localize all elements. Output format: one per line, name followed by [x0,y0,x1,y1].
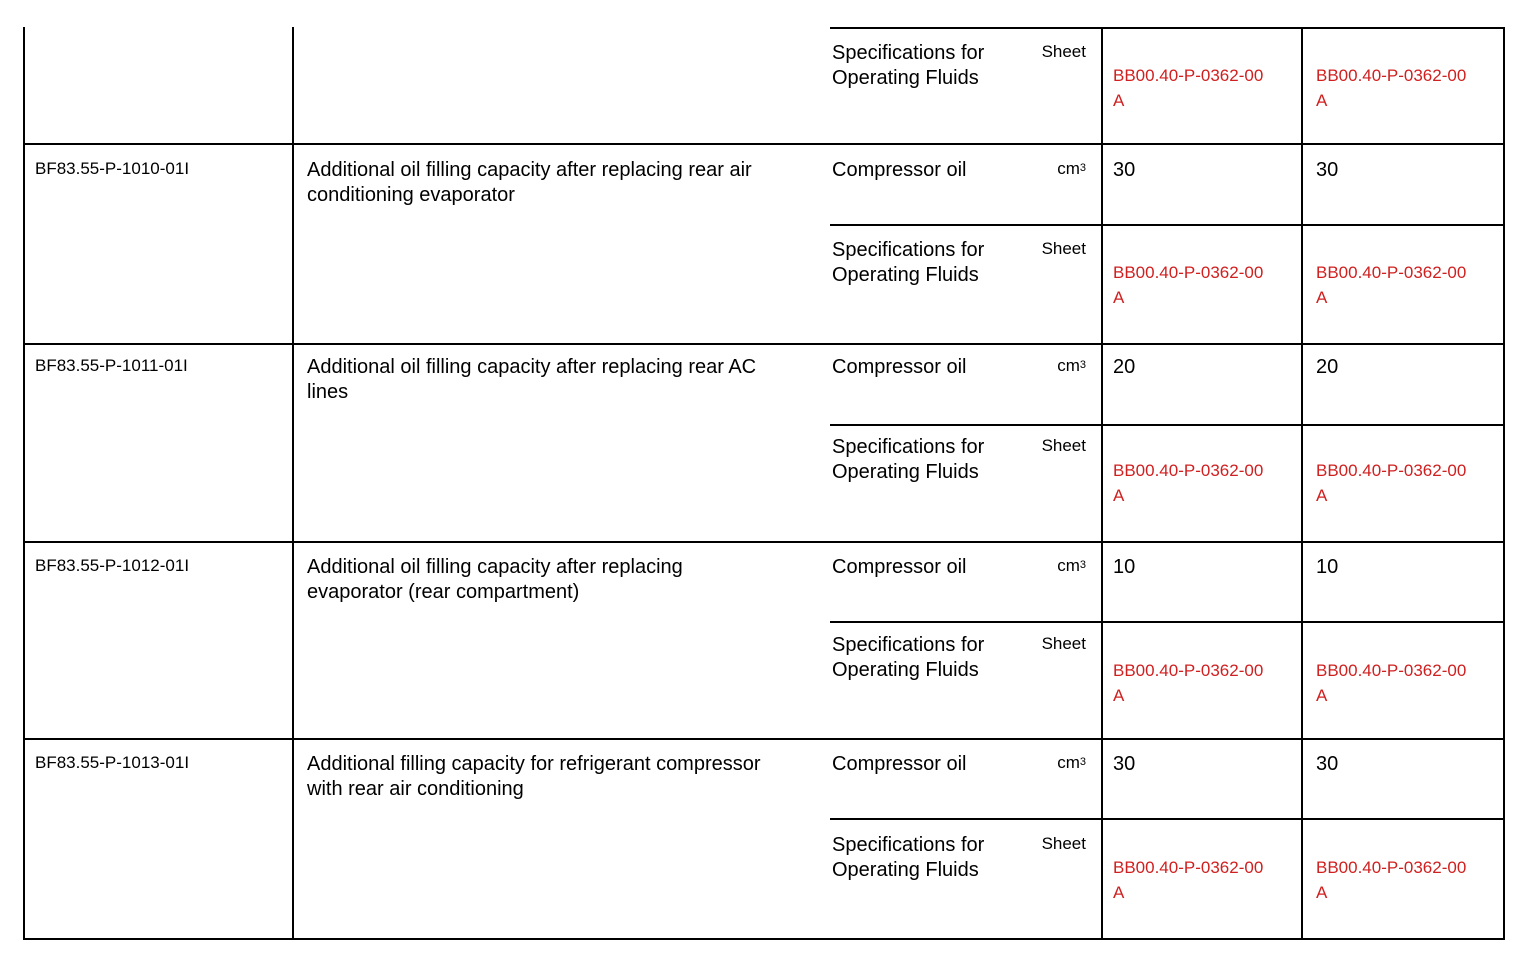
spec-reference-1[interactable] [1113,63,1263,113]
oil-value-2: 30 [1316,159,1339,181]
unit-exponent: 3 [1079,359,1086,371]
oil-value-2: 30 [1316,753,1339,775]
oil-value-1: 20 [1113,356,1136,378]
oil-unit [1026,159,1086,179]
row-code: BF83.55-P-1012-01I [35,556,190,575]
ref-line: A [1113,288,1125,307]
oil-value-1: 30 [1113,159,1136,181]
subrow-divider [830,424,1505,426]
oil-value-2: 20 [1316,356,1339,378]
unit-base: cm [1057,753,1080,772]
row-code: BF83.55-P-1010-01I [35,159,190,178]
oil-param: Compressor oil [832,556,967,578]
table-border-left [23,27,25,940]
table-top-line [830,27,1505,29]
ref-line: A [1316,686,1328,705]
row-description [307,158,752,208]
description-line: with rear air conditioning [307,778,524,800]
param-line: Operating Fluids [832,859,979,881]
unit-exponent: 3 [1079,559,1086,571]
spec-reference-2[interactable] [1316,458,1466,508]
subrow-divider [830,818,1505,820]
oil-param: Compressor oil [832,753,967,775]
unit-base: cm [1057,556,1080,575]
param-line: Specifications for [832,436,985,458]
oil-unit [1026,356,1086,376]
spec-reference-1[interactable] [1113,458,1263,508]
oil-value-1: 30 [1113,753,1136,775]
description-line: Additional oil filling capacity after replacing rear AC [307,356,757,378]
param-line: Specifications for [832,239,985,261]
ref-line: BB00.40-P-0362-00 [1316,66,1467,85]
description-line: conditioning evaporator [307,184,515,206]
row-code: BF83.55-P-1013-01I [35,753,190,772]
ref-line: BB00.40-P-0362-00 [1316,661,1467,680]
description-line: lines [307,381,349,403]
spec-reference-2[interactable] [1316,63,1466,113]
ref-line: BB00.40-P-0362-00 [1316,858,1467,877]
ref-line: A [1113,883,1125,902]
unit-exponent: 3 [1079,756,1086,768]
table-bottom-line [23,938,1505,940]
ref-line: A [1316,486,1328,505]
ref-line: A [1113,486,1125,505]
spec-unit: Sheet [1041,42,1086,61]
subrow-divider [830,224,1505,226]
spec-unit: Sheet [1041,834,1086,853]
ref-line: BB00.40-P-0362-00 [1113,461,1264,480]
spec-reference-2[interactable] [1316,855,1466,905]
spec-reference-2[interactable] [1316,658,1466,708]
description-line: Additional oil filling capacity after replacing rear air [307,159,752,181]
subrow-divider [830,621,1505,623]
description-line: Additional oil filling capacity after replacing [307,556,683,578]
param-line: Operating Fluids [832,264,979,286]
spec-reference-2[interactable] [1316,260,1466,310]
param-line: Operating Fluids [832,659,979,681]
row-divider [23,343,1505,345]
column-divider-unit [1101,27,1103,940]
ref-line: BB00.40-P-0362-00 [1316,263,1467,282]
oil-value-2: 10 [1316,556,1339,578]
unit-base: cm [1057,356,1080,375]
param-line: Specifications for [832,834,985,856]
spec-param [832,435,984,485]
ref-line: BB00.40-P-0362-00 [1113,661,1264,680]
spec-param [832,238,984,288]
ref-line: A [1316,883,1328,902]
row-divider [23,143,1505,145]
spec-param [832,833,984,883]
param-line: Specifications for [832,634,985,656]
spec-param [832,41,984,91]
spec-reference-1[interactable] [1113,260,1263,310]
spec-param [832,633,984,683]
unit-exponent: 3 [1079,162,1086,174]
oil-param: Compressor oil [832,356,967,378]
row-code: BF83.55-P-1011-01I [35,356,188,375]
oil-unit [1026,753,1086,773]
spec-unit: Sheet [1041,436,1086,455]
ref-line: A [1316,288,1328,307]
ref-line: BB00.40-P-0362-00 [1113,66,1264,85]
param-line: Operating Fluids [832,67,979,89]
row-description [307,752,761,802]
ref-line: A [1316,91,1328,110]
ref-line: A [1113,686,1125,705]
row-description [307,355,756,405]
ref-line: BB00.40-P-0362-00 [1113,858,1264,877]
spec-reference-1[interactable] [1113,855,1263,905]
table-border-right [1503,27,1505,940]
oil-param: Compressor oil [832,159,967,181]
oil-unit [1026,556,1086,576]
spec-unit: Sheet [1041,239,1086,258]
ref-line: BB00.40-P-0362-00 [1316,461,1467,480]
row-divider [23,738,1505,740]
description-line: Additional filling capacity for refrigerant compressor [307,753,761,775]
column-divider-values [1301,27,1303,940]
row-description [307,555,683,605]
spec-unit: Sheet [1041,634,1086,653]
column-divider-code [292,27,294,940]
param-line: Specifications for [832,42,985,64]
description-line: evaporator (rear compartment) [307,581,580,603]
ref-line: A [1113,91,1125,110]
param-line: Operating Fluids [832,461,979,483]
ref-line: BB00.40-P-0362-00 [1113,263,1264,282]
spec-reference-1[interactable] [1113,658,1263,708]
unit-base: cm [1057,159,1080,178]
oil-value-1: 10 [1113,556,1136,578]
row-divider [23,541,1505,543]
